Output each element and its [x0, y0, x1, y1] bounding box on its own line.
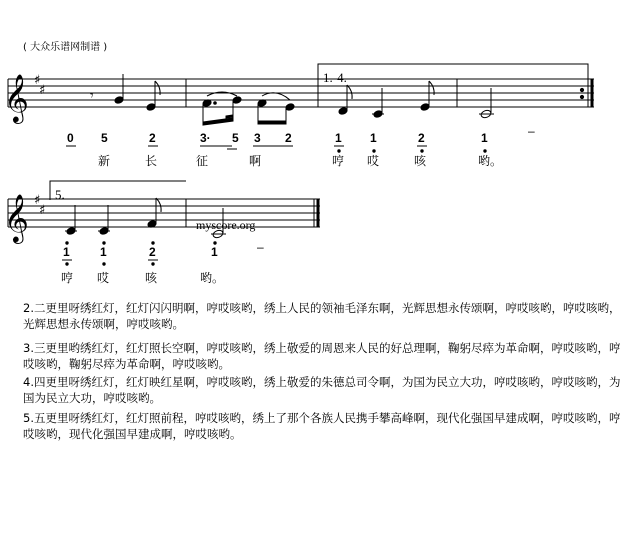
jianpu-note: 1 — [100, 245, 107, 259]
jianpu-note: 2 — [149, 245, 156, 259]
note-head — [114, 96, 124, 105]
lyric: 咳 — [145, 271, 158, 285]
jianpu-note: 3· — [200, 131, 211, 145]
verse-5: 5.五更里呀绣红灯，红灯照前程，哼哎咳哟，绣上了那个各族人民携手攀高峰啊，现代化强国早建成啊，哼哎咳哟，哼哎咳哟，现代化强国早建成啊，哼哎咳哟。 — [23, 411, 621, 441]
verse-2: 2.二更里呀绣红灯，红灯闪闪明啊，哼哎咳哟，绣上人民的领袖毛泽东啊，光辉思想永传颂啊，哼哎咳哟，哼哎咳哟，光辉思想永传颂啊，哼哎咳哟。 — [23, 301, 621, 331]
jianpu-note: 1 — [63, 245, 70, 259]
note-head — [232, 96, 242, 105]
verse-3: 3.三更里哟绣红灯，红灯照长空啊，哼哎咳哟，绣上敬爱的周恩来人民的好总理啊，鞠躬尽瘁为革命啊，哼哎咳哟，哼哎咳哟，鞠躬尽瘁为革命啊，哼哎咳哟。 — [23, 341, 621, 371]
lyric: 长 — [145, 154, 158, 168]
jianpu-note: 5 — [232, 131, 239, 145]
jianpu-note: 0 — [67, 131, 74, 145]
lyric: 哟。 — [478, 154, 503, 168]
staff-2 — [8, 199, 320, 227]
jianpu-note: 2 — [418, 131, 425, 145]
lyric: 哼 — [332, 154, 345, 168]
sharp-icon: ♯ — [39, 203, 46, 218]
treble-clef-icon: 𝄞 — [4, 73, 29, 122]
lyric: 咳 — [414, 154, 427, 168]
lyric: 哟。 — [200, 271, 225, 285]
volta-bracket-1 — [318, 64, 588, 84]
eighth-rest-icon: 𝄾 — [90, 88, 94, 104]
jianpu-note: 1 — [481, 131, 488, 145]
jianpu-note: 2 — [149, 131, 156, 145]
watermark: myscore.org — [196, 218, 256, 232]
lyric: 哼 — [61, 271, 74, 285]
treble-clef-icon: 𝄞 — [4, 193, 29, 242]
volta-bracket-2 — [50, 181, 186, 200]
credit-line: ( 大众乐谱网制谱 ) — [23, 42, 108, 53]
sharp-icon: ♯ — [34, 73, 41, 88]
jianpu-note: 1 — [211, 245, 218, 259]
lyric: 征 — [196, 154, 209, 168]
lyric: 啊 — [249, 154, 262, 168]
staff-1 — [8, 79, 594, 107]
jianpu-note: 1 — [370, 131, 377, 145]
note-head — [146, 103, 156, 112]
jianpu-note: 2 — [285, 131, 292, 145]
sharp-icon: ♯ — [34, 193, 41, 208]
jianpu-dash: – — [528, 124, 535, 138]
jianpu-note: 3 — [254, 131, 261, 145]
sharp-icon: ♯ — [39, 83, 46, 98]
verse-4: 4.四更里呀绣红灯，红灯映红星啊，哼哎咳哟，绣上敬爱的朱德总司令啊，为国为民立大功，哼哎咳哟，哼哎咳哟，为国为民立大功，哼哎咳哟。 — [23, 375, 621, 405]
lyric: 新 — [98, 154, 111, 168]
jianpu-note: 5 — [101, 131, 108, 145]
lyric: 哎 — [367, 154, 380, 168]
note-head — [285, 103, 295, 112]
jianpu-note: 1 — [335, 131, 342, 145]
note-head — [338, 107, 348, 116]
lyric: 哎 — [97, 271, 110, 285]
volta-label-1: 1.-4. — [323, 70, 347, 85]
volta-label-2: 5. — [55, 187, 65, 202]
note-head — [420, 103, 430, 112]
jianpu-dash: – — [257, 240, 264, 254]
